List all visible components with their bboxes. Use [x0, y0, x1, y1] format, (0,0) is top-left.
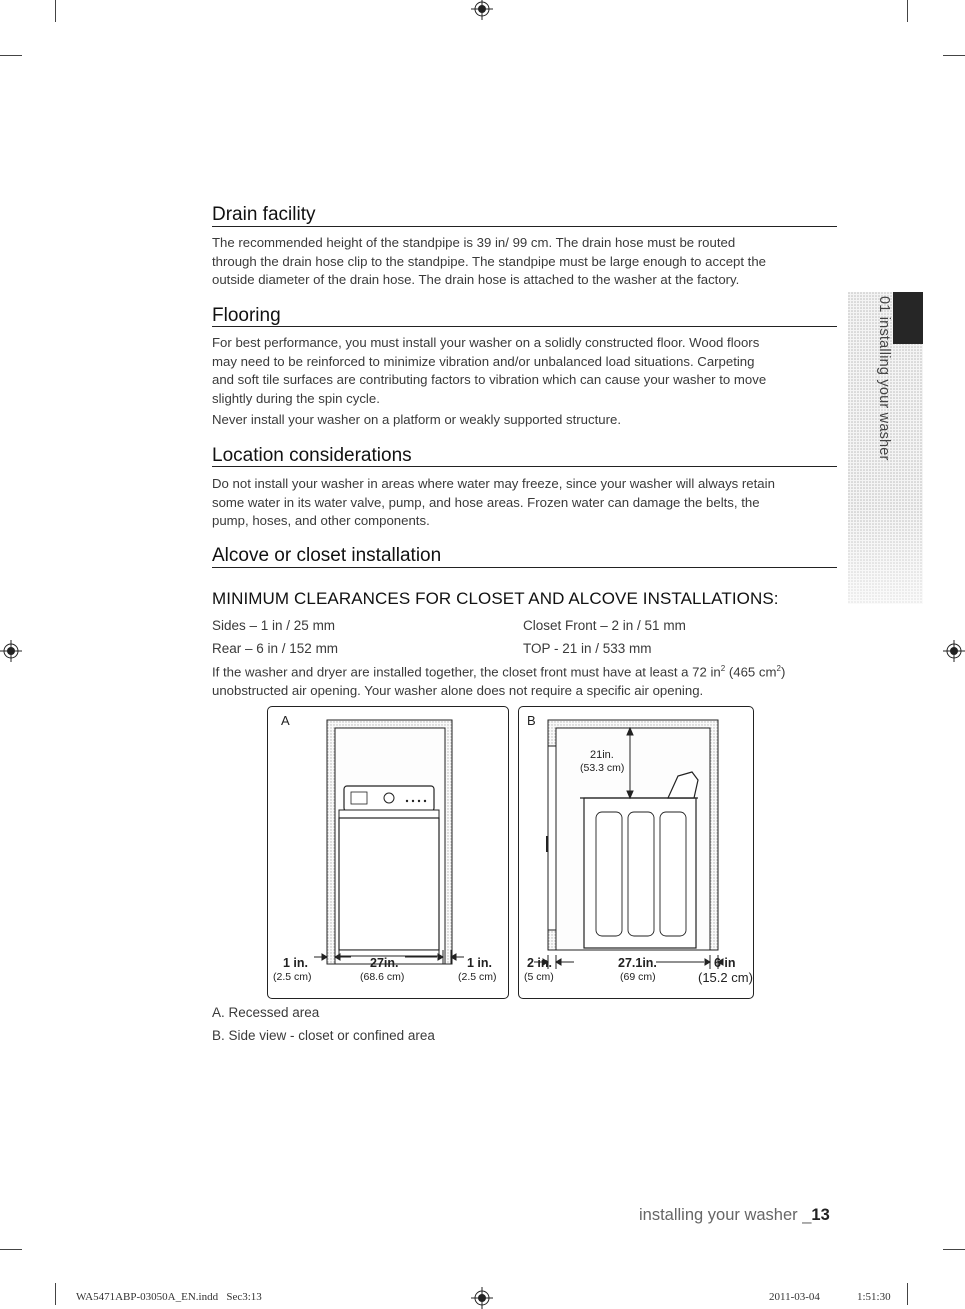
crop-mark: [55, 1283, 56, 1305]
figure-a-left-cm: (2.5 cm): [273, 971, 312, 983]
paragraph-line: [212, 660, 852, 682]
registration-mark-icon: [471, 0, 493, 20]
section-heading-drain: Drain facility: [212, 204, 316, 225]
crop-mark: [0, 55, 22, 56]
print-time: 1:51:30: [857, 1291, 891, 1303]
paragraph-line: Do not install your washer in areas where water may freeze, since your washer will always retain: [212, 476, 775, 491]
section-rule: [212, 226, 837, 227]
section-heading-alcove: Alcove or closet installation: [212, 545, 442, 566]
clearances-heading: MINIMUM CLEARANCES FOR CLOSET AND ALCOVE INSTALLATIONS:: [212, 589, 779, 608]
washer-control-panel: [344, 786, 434, 811]
figure-b-top-cm: (53.3 cm): [580, 762, 625, 774]
crop-mark: [907, 1283, 908, 1305]
note-text: ): [780, 664, 786, 680]
footer-section-title: installing your washer _: [639, 1206, 812, 1224]
figure-a-width-cm: (68.6 cm): [360, 971, 405, 983]
figure-b-depth-cm: (69 cm): [620, 971, 656, 983]
crop-mark: [907, 0, 908, 22]
figure-a-width-in: 27in.: [370, 956, 399, 970]
washer-side: [584, 798, 696, 948]
print-file-name: WA5471ABP-03050A_EN.indd Sec3:13: [76, 1291, 262, 1303]
caption-a: A. Recessed area: [212, 1005, 320, 1020]
figure-b-label: B: [527, 713, 536, 728]
superscript: 2: [776, 664, 781, 673]
section-heading-flooring: Flooring: [212, 305, 281, 326]
air-opening-note: [212, 660, 852, 701]
paragraph-line: and soft tile surfaces are contributing factors to vibration which can cause your washer to move: [212, 372, 767, 388]
superscript: 2: [720, 664, 726, 673]
clearance-closet-front: Closet Front – 2 in / 51 mm: [523, 618, 686, 633]
clearance-sides: Sides – 1 in / 25 mm: [212, 618, 336, 633]
clearance-top: TOP - 21 in / 533 mm: [523, 641, 652, 656]
closet-door: [548, 746, 556, 930]
clearance-rear: Rear – 6 in / 152 mm: [212, 641, 339, 656]
registration-mark-icon: [0, 640, 22, 662]
location-paragraph: [212, 475, 842, 531]
washer-cabinet: [339, 818, 439, 950]
figure-b-front-in: 2 in.: [527, 956, 553, 970]
figure-b-rear-in: 6 in: [714, 956, 736, 970]
figure-a-label: A: [281, 713, 290, 728]
crop-mark: [55, 0, 56, 22]
crop-mark: [943, 1249, 965, 1250]
page-footer-title: [639, 1206, 830, 1225]
figure-a-right-in: 1 in.: [467, 956, 493, 970]
paragraph-line: outside diameter of the drain hose. The drain hose is attached to the washer at the factory.: [212, 272, 740, 288]
figure-b-top-in: 21in.: [590, 749, 614, 761]
note-text: If the washer and dryer are installed together, the closet front must have at least a 72 in: [212, 664, 721, 680]
page-number: 13: [811, 1206, 830, 1224]
paragraph-line: For best performance, you must install your washer on a solidly constructed floor. Wood floors: [212, 335, 760, 350]
figure-b-depth-in: 27.1in.: [618, 956, 657, 970]
note-text: (465 cm: [725, 664, 777, 680]
flooring-paragraph: [212, 334, 842, 408]
figure-a-right-cm: (2.5 cm): [458, 971, 497, 983]
paragraph-line: through the drain hose clip to the standpipe. The standpipe must be large enough to accept the: [212, 253, 767, 269]
registration-mark-icon: [943, 640, 965, 662]
chapter-tab-label: 01 installing your washer: [876, 296, 892, 461]
paragraph-line: some water in its water valve, pump, and hose areas. Frozen water can damage the belts, the: [212, 494, 760, 510]
paragraph-line: may need to be reinforced to minimize vibration and/or unbalanced load situations. Carpeting: [212, 353, 755, 369]
paragraph-line: unobstructed air opening. Your washer alone does not require a specific air opening.: [212, 682, 704, 698]
figure-b-rear-cm: (15.2 cm): [698, 970, 753, 985]
print-date: 2011-03-04: [769, 1291, 820, 1303]
figure-a-left-in: 1 in.: [283, 956, 309, 970]
registration-mark-icon: [471, 1287, 493, 1309]
section-rule: [212, 326, 837, 327]
drain-paragraph: [212, 234, 842, 290]
paragraph-line: The recommended height of the standpipe is 39 in/ 99 cm. The drain hose must be routed: [212, 235, 736, 250]
section-rule: [212, 466, 837, 467]
paragraph-line: pump, hoses, and other components.: [212, 513, 430, 529]
washer-lid: [339, 810, 439, 818]
section-heading-location: Location considerations: [212, 445, 412, 466]
crop-mark: [0, 1249, 22, 1250]
paragraph-line: slightly during the spin cycle.: [212, 390, 380, 406]
figure-b-front-cm: (5 cm): [524, 971, 554, 983]
caption-b: B. Side view - closet or confined area: [212, 1028, 435, 1043]
flooring-note: Never install your washer on a platform or weakly supported structure.: [212, 412, 621, 427]
section-rule: [212, 567, 837, 568]
crop-mark: [943, 55, 965, 56]
